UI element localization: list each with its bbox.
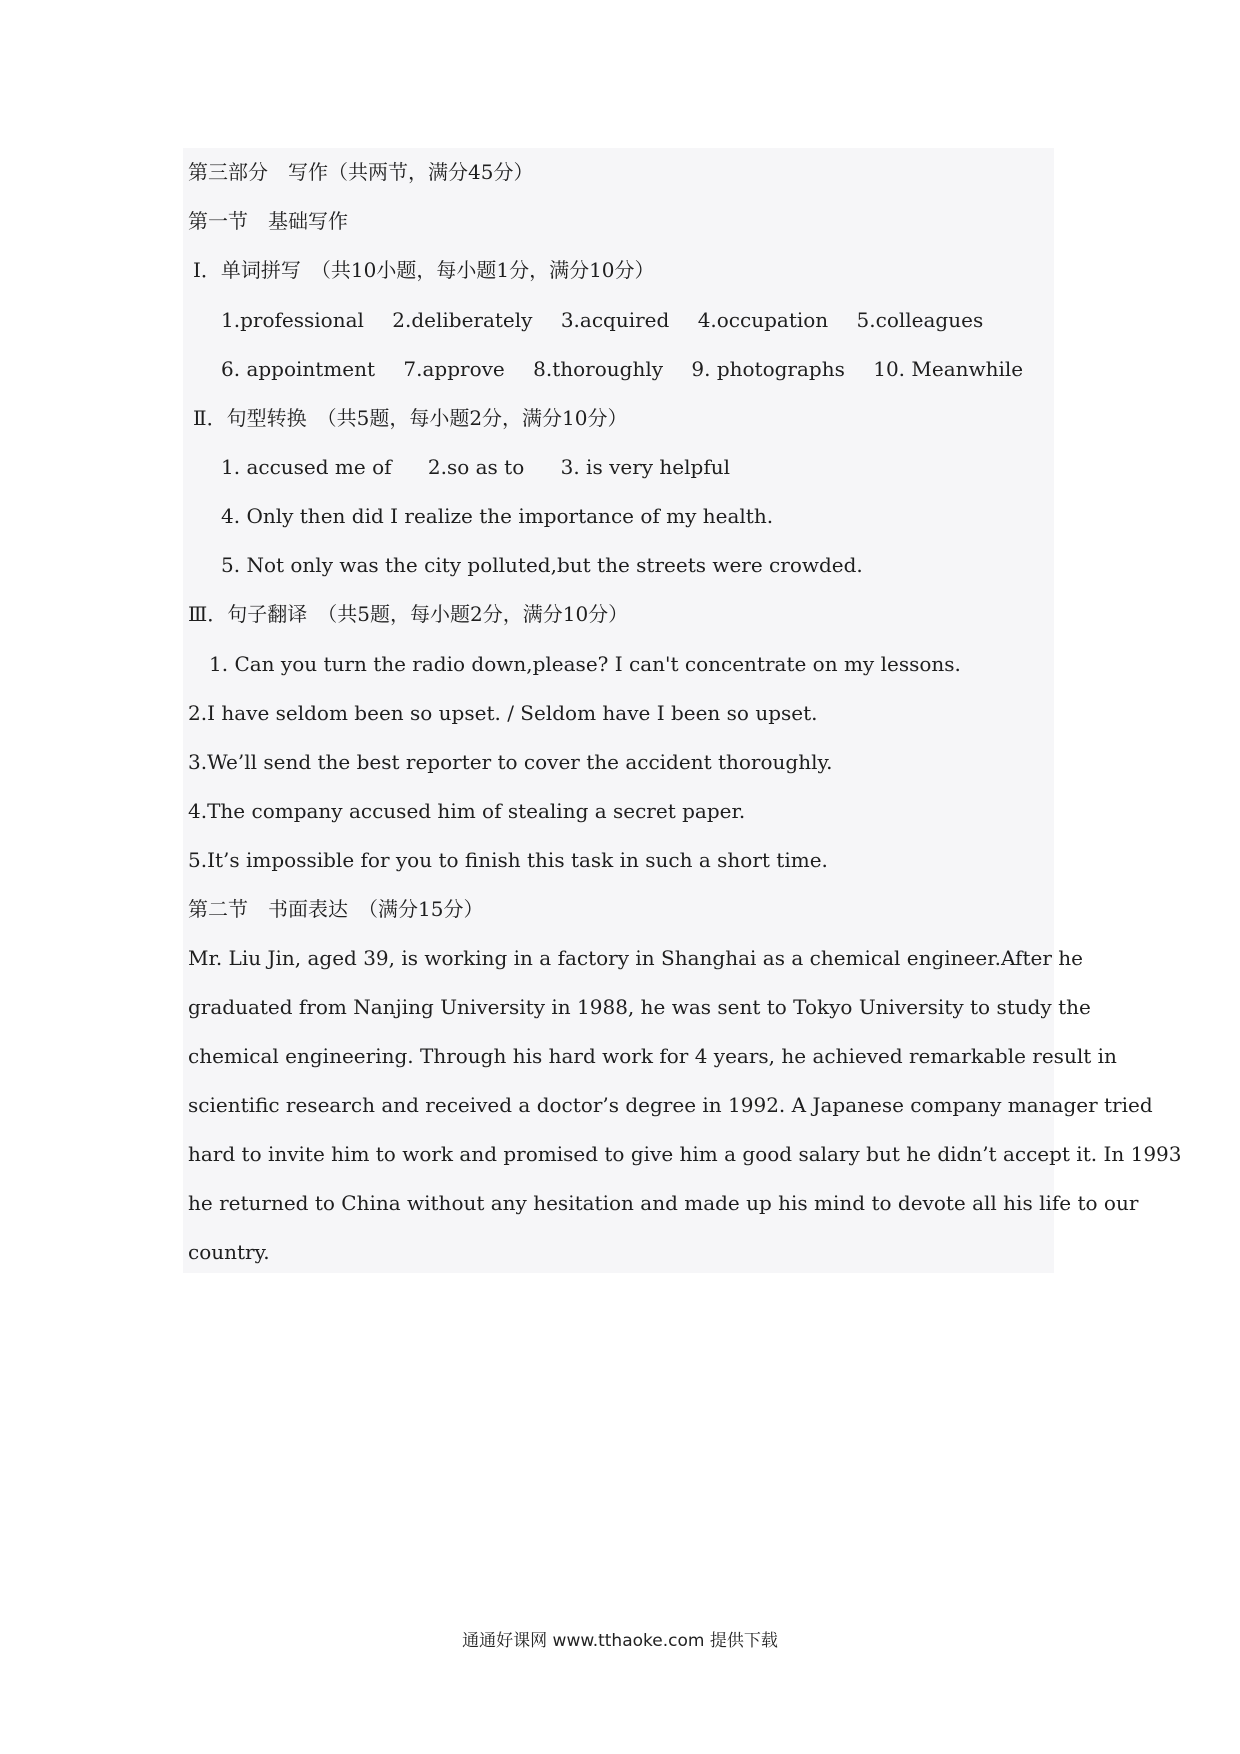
essay-line: graduated from Nanjing University in 1988, he was sent to Tokyo University to study the bbox=[188, 995, 1091, 1019]
essay-line: hard to invite him to work and promised to give him a good salary but he didn’t accept it. In 1993 bbox=[188, 1142, 1182, 1166]
section2-heading: 第二节 书面表达 （满分15分） bbox=[188, 897, 484, 921]
list-item: 1. accused me of bbox=[221, 455, 392, 479]
list-item: 3. is very helpful bbox=[560, 455, 731, 479]
part-heading: 第三部分 写作（共两节，满分45分） bbox=[188, 160, 534, 184]
spelling-row-2 bbox=[221, 355, 1045, 383]
list-item: 4.occupation bbox=[697, 308, 829, 332]
list-item: 5.colleagues bbox=[856, 308, 984, 332]
list-item: 3.acquired bbox=[560, 308, 670, 332]
list-item: 1.professional bbox=[221, 308, 364, 332]
list-item: 7.approve bbox=[403, 357, 505, 381]
list-item: 6. appointment bbox=[221, 357, 376, 381]
list-item: 2.deliberately bbox=[392, 308, 533, 332]
list-item: 9. photographs bbox=[691, 357, 845, 381]
essay-line: Mr. Liu Jin, aged 39, is working in a factory in Shanghai as a chemical engineer.After he bbox=[188, 946, 1083, 970]
transform-heading: Ⅱ．句型转换 （共5题，每小题2分，满分10分） bbox=[193, 406, 628, 430]
essay-line: chemical engineering. Through his hard work for 4 years, he achieved remarkable result in bbox=[188, 1044, 1117, 1068]
transform-row-1 bbox=[221, 453, 752, 481]
list-item: 5.It’s impossible for you to finish this task in such a short time. bbox=[188, 848, 828, 872]
list-item: 4. Only then did I realize the importance of my health. bbox=[221, 504, 774, 528]
translate-heading: Ⅲ．句子翻译 （共5题，每小题2分，满分10分） bbox=[188, 602, 629, 626]
list-item: 5. Not only was the city polluted,but the streets were crowded. bbox=[221, 553, 863, 577]
essay-line: country. bbox=[188, 1240, 270, 1264]
list-item: 8.thoroughly bbox=[533, 357, 664, 381]
spelling-heading: Ⅰ．单词拼写 （共10小题，每小题1分，满分10分） bbox=[193, 258, 655, 282]
footer-text: 通通好课网 www.tthaoke.com 提供下载 bbox=[462, 1631, 778, 1651]
essay-line: he returned to China without any hesitation and made up his mind to devote all his life to our bbox=[188, 1191, 1139, 1215]
list-item: 4.The company accused him of stealing a secret paper. bbox=[188, 799, 746, 823]
essay-line: scientific research and received a doctor’s degree in 1992. A Japanese company manager tried bbox=[188, 1093, 1153, 1117]
list-item: 1. Can you turn the radio down,please? I can't concentrate on my lessons. bbox=[209, 652, 961, 676]
list-item: 2.I have seldom been so upset. / Seldom have I been so upset. bbox=[188, 701, 818, 725]
section1-heading: 第一节 基础写作 bbox=[188, 209, 348, 233]
spelling-row-1 bbox=[221, 306, 1005, 334]
list-item: 2.so as to bbox=[427, 455, 525, 479]
list-item: 3.We’ll send the best reporter to cover the accident thoroughly. bbox=[188, 750, 833, 774]
list-item: 10. Meanwhile bbox=[873, 357, 1024, 381]
